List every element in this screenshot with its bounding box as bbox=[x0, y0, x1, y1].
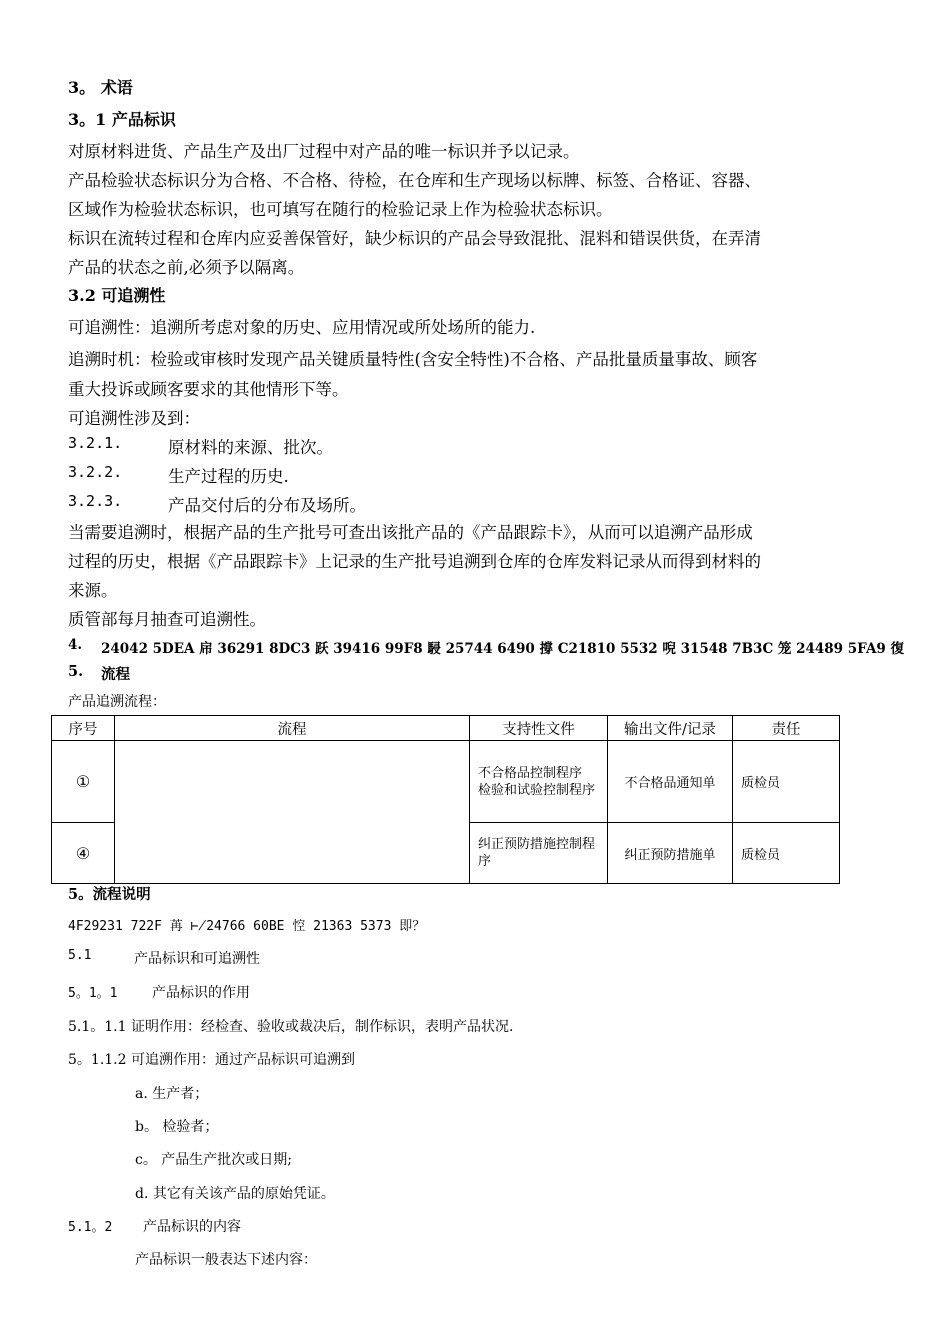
paragraph-line: 当需要追溯时，根据产品的生产批号可查出该批产品的《产品跟踪卡》，从而可以追溯产品形成 bbox=[68, 523, 753, 542]
subsection-title: 产品标识的内容 bbox=[143, 1219, 241, 1235]
supporting-doc: 不合格品控制程序 bbox=[478, 765, 583, 781]
output-record: 纠正预防措施单 bbox=[608, 823, 733, 884]
flow-description-heading: 5。流程说明 bbox=[68, 886, 151, 903]
list-item: d. 其它有关该产品的原始凭证。 bbox=[135, 1186, 335, 1202]
subsection-number: 5.1 bbox=[68, 948, 92, 963]
paragraph-line: 产品检验状态标识分为合格、不合格、待检，在仓库和生产现场以标牌、标签、合格证、容器、 bbox=[68, 171, 761, 190]
subsection-number: 5.1。2 bbox=[68, 1220, 113, 1235]
subsection-title: 产品标识的作用 bbox=[152, 985, 250, 1001]
header-output-records: 输出文件/记录 bbox=[608, 716, 733, 741]
subsection-5-1-2 bbox=[68, 1216, 241, 1236]
traceability-involves: 可追溯性涉及到： bbox=[68, 409, 200, 428]
paragraph-line: 区域作为检验状态标识，也可填写在随行的检验记录上作为检验状态标识。 bbox=[68, 200, 613, 219]
header-supporting-docs: 支持性文件 bbox=[470, 716, 608, 741]
header-process: 流程 bbox=[115, 716, 470, 741]
output-record: 不合格品通知单 bbox=[608, 741, 733, 823]
paragraph-line: 标识在流转过程和仓库内应妥善保管好，缺少标识的产品会导致混批、混料和错误供货，在弄清 bbox=[68, 229, 761, 248]
flow-intro: 产品追溯流程： bbox=[68, 694, 166, 710]
responsibility: 质检员 bbox=[733, 823, 840, 884]
list-item-text: 原材料的来源、批次。 bbox=[168, 438, 333, 457]
traceability-definition: 可追溯性：追溯所考虑对象的历史、应用情况或所处场所的能力. bbox=[68, 318, 536, 337]
list-item bbox=[68, 463, 289, 487]
subsection-5-1-1 bbox=[68, 982, 250, 1002]
section-4-text: 24042 5DEA 帍 36291 8DC3 跃 39416 99F8 駸 25744 6490 撐 C21810 5532 唲 31548 7B3C 笼 24489 5FA9 復 bbox=[101, 641, 905, 657]
header-index: 序号 bbox=[52, 716, 115, 741]
table-row bbox=[52, 741, 840, 823]
list-item: b。 检验者； bbox=[135, 1119, 219, 1135]
paragraph-line: 对原材料进货、产品生产及出厂过程中对产品的唯一标识并予以记录。 bbox=[68, 142, 580, 161]
supporting-doc: 检验和试验控制程序 bbox=[478, 782, 596, 798]
table-header-row bbox=[52, 716, 840, 741]
section-5-title: 流程 bbox=[101, 666, 130, 683]
paragraph-line: 产品标识一般表达下述内容： bbox=[135, 1252, 317, 1268]
subsection-5-1-1-1: 5.1。1.1 证明作用：经检查、验收或裁决后，制作标识，表明产品状况. bbox=[68, 1019, 514, 1035]
code-line: 4F29231 722F 苒 ⊬24766 60BE 悾 21363 5373 即？ bbox=[68, 919, 426, 934]
process-diagram-cell bbox=[115, 741, 470, 884]
list-item-number: 3.2.3. bbox=[68, 492, 123, 510]
subsection-5-1 bbox=[68, 948, 260, 968]
section-5-number: 5. bbox=[68, 663, 84, 680]
list-item-number: 3.2.1. bbox=[68, 434, 123, 452]
list-item-number: 3.2.2. bbox=[68, 463, 123, 481]
subsection-5-1-1-2: 5。1.1.2 可追溯作用：通过产品标识可追溯到 bbox=[68, 1052, 355, 1068]
subsection-number: 5。1。1 bbox=[68, 986, 118, 1001]
monthly-check: 质管部每月抽查可追溯性。 bbox=[68, 610, 266, 629]
paragraph-line: 来源。 bbox=[68, 581, 118, 600]
list-item: a. 生产者； bbox=[135, 1086, 209, 1102]
subsection-title: 产品标识和可追溯性 bbox=[134, 951, 260, 967]
header-responsibility: 责任 bbox=[733, 716, 840, 741]
list-item bbox=[68, 434, 333, 458]
list-item bbox=[68, 492, 366, 516]
section-3-1-heading: 3。1 产品标识 bbox=[68, 110, 176, 129]
supporting-docs-cell bbox=[470, 741, 608, 823]
paragraph-line: 过程的历史，根据《产品跟踪卡》上记录的生产批号追溯到仓库的仓库发料记录从而得到材料的 bbox=[68, 552, 761, 571]
responsibility: 质检员 bbox=[733, 741, 840, 823]
row-index: ④ bbox=[52, 823, 115, 884]
section-4-number: 4. bbox=[68, 637, 83, 653]
row-index: ① bbox=[52, 741, 115, 823]
list-item-text: 产品交付后的分布及场所。 bbox=[168, 496, 366, 515]
list-item-text: 生产过程的历史. bbox=[168, 467, 289, 486]
paragraph-line: 追溯时机：检验或审核时发现产品关键质量特性(含安全特性)不合格、产品批量质量事故、顾客 bbox=[68, 350, 758, 369]
section-3-2-heading: 3.2 可追溯性 bbox=[68, 286, 166, 305]
section-3-heading: 3。 术语 bbox=[68, 78, 133, 97]
flow-table bbox=[51, 715, 840, 884]
supporting-doc: 纠正预防措施控制程序 bbox=[478, 837, 596, 869]
paragraph-line: 产品的状态之前,必须予以隔离。 bbox=[68, 258, 305, 277]
section-5-heading bbox=[68, 663, 130, 684]
list-item: c。 产品生产批次或日期; bbox=[135, 1152, 293, 1168]
section-4-line bbox=[68, 637, 904, 657]
paragraph-line: 重大投诉或顾客要求的其他情形下等。 bbox=[68, 380, 349, 399]
supporting-docs-cell bbox=[470, 823, 608, 884]
